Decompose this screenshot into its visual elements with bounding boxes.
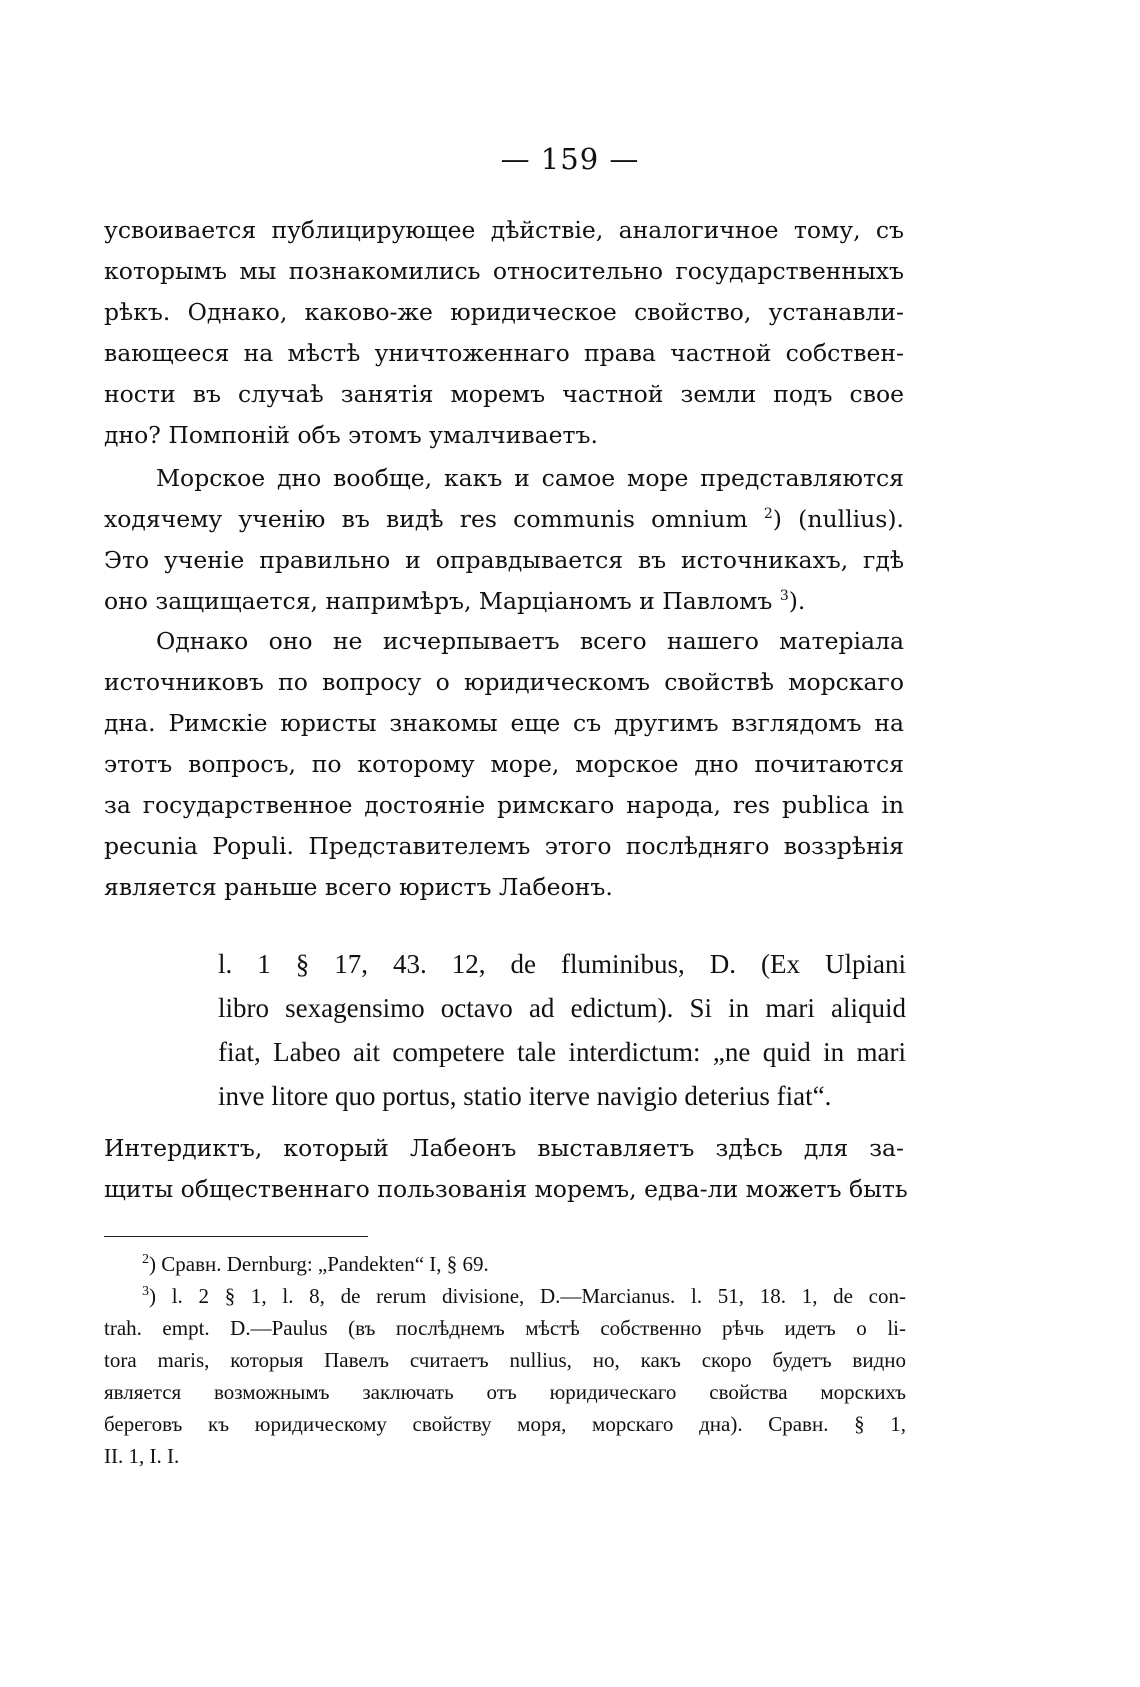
footnote-number: 3 [142, 1284, 149, 1299]
footnote-line: является возможнымъ заключать отъ юридическаго свойства морскихъ [104, 1380, 906, 1404]
quote-line: fiat, Labeo ait competere tale interdictum: „ne quid in mari [218, 1037, 906, 1067]
text-line [104, 499, 904, 540]
text-line: за государственное достояніе римскаго народа, res publica in [104, 791, 904, 819]
paragraph-interdict [104, 1128, 908, 1210]
text-line: рѣкъ. Однако, каково-же юридическое свойство, устанавли- [104, 298, 904, 326]
footnote-line [104, 1280, 906, 1312]
footnote-line [104, 1248, 906, 1280]
paragraph-sea-bed [104, 458, 904, 622]
text-fragment: оно защищается, напримѣръ, Марціаномъ и Павломъ [104, 587, 780, 615]
text-line: Морское дно вообще, какъ и самое море представляются [156, 464, 904, 492]
text-line: Это ученіе правильно и оправдывается въ источникахъ, гдѣ [104, 546, 904, 574]
text-fragment: ходячему ученію въ видѣ res communis omnium [104, 505, 764, 533]
footnote-line: tora maris, которыя Павелъ считаетъ nullius, но, какъ скоро будетъ видно [104, 1348, 906, 1372]
footnote-2 [104, 1248, 906, 1280]
text-line: дно? Помпоній объ этомъ умалчиваетъ. [104, 421, 598, 449]
text-line: усвоивается публицирующее дѣйствіе, аналогичное тому, съ [104, 216, 904, 244]
paragraph-continuation [104, 210, 904, 456]
text-line: Интердиктъ, который Лабеонъ выставляетъ здѣсь для за- [104, 1134, 904, 1162]
footnote-line: II. 1, I. I. [104, 1444, 180, 1468]
text-line: этотъ вопросъ, по которому море, морское дно почитаются [104, 750, 904, 778]
text-line [104, 581, 904, 622]
quote-line: libro sexagensimo octavo ad edictum). Si in mari aliquid [218, 993, 906, 1023]
latin-quotation [218, 942, 906, 1118]
text-line: ности въ случаѣ занятія моремъ частной земли подъ свое [104, 380, 904, 408]
text-line: вающееся на мѣстѣ уничтоженнаго права частной собствен- [104, 339, 904, 367]
footnote-line: trah. empt. D.—Paulus (въ послѣднемъ мѣстѣ собственно рѣчь идетъ о li- [104, 1316, 906, 1340]
footnote-divider [104, 1236, 368, 1237]
text-line: щиты общественнаго пользованія моремъ, едва-ли можетъ быть [104, 1175, 908, 1203]
footnotes [104, 1248, 906, 1472]
quote-line: inve litore quo portus, statio iterve navigio deterius fiat“. [218, 1081, 832, 1111]
text-fragment: ). [788, 587, 806, 615]
text-fragment: ) (nullius). [772, 505, 904, 533]
footnote-text: ) Сравн. Dernburg: „Pandekten“ I, § 69. [149, 1252, 489, 1276]
footnote-reference: 3 [779, 588, 789, 605]
page-number: — 159 — [500, 142, 640, 176]
text-line: Однако оно не исчерпываетъ всего нашего матеріала [156, 627, 904, 655]
footnote-number: 2 [142, 1252, 149, 1267]
footnote-reference: 2 [763, 506, 773, 523]
text-line: источниковъ по вопросу о юридическомъ свойствѣ морскаго [104, 668, 904, 696]
text-line: pecunia Populi. Представителемъ этого послѣдняго воззрѣнія [104, 832, 904, 860]
paragraph-labeo [104, 621, 904, 908]
text-line: является раньше всего юристъ Лабеонъ. [104, 873, 613, 901]
footnote-3 [104, 1280, 906, 1472]
footnote-line: береговъ къ юридическому свойству моря, морскаго дна). Сравн. § 1, [104, 1412, 906, 1436]
text-line: дна. Римскіе юристы знакомы еще съ другимъ взглядомъ на [104, 709, 904, 737]
footnote-text: ) l. 2 § 1, l. 8, de rerum divisione, D.—Marcianus. l. 51, 18. 1, de con- [149, 1284, 906, 1308]
quote-line: l. 1 § 17, 43. 12, de fluminibus, D. (Ex Ulpiani [218, 949, 906, 979]
text-line: которымъ мы познакомились относительно государственныхъ [104, 257, 904, 285]
